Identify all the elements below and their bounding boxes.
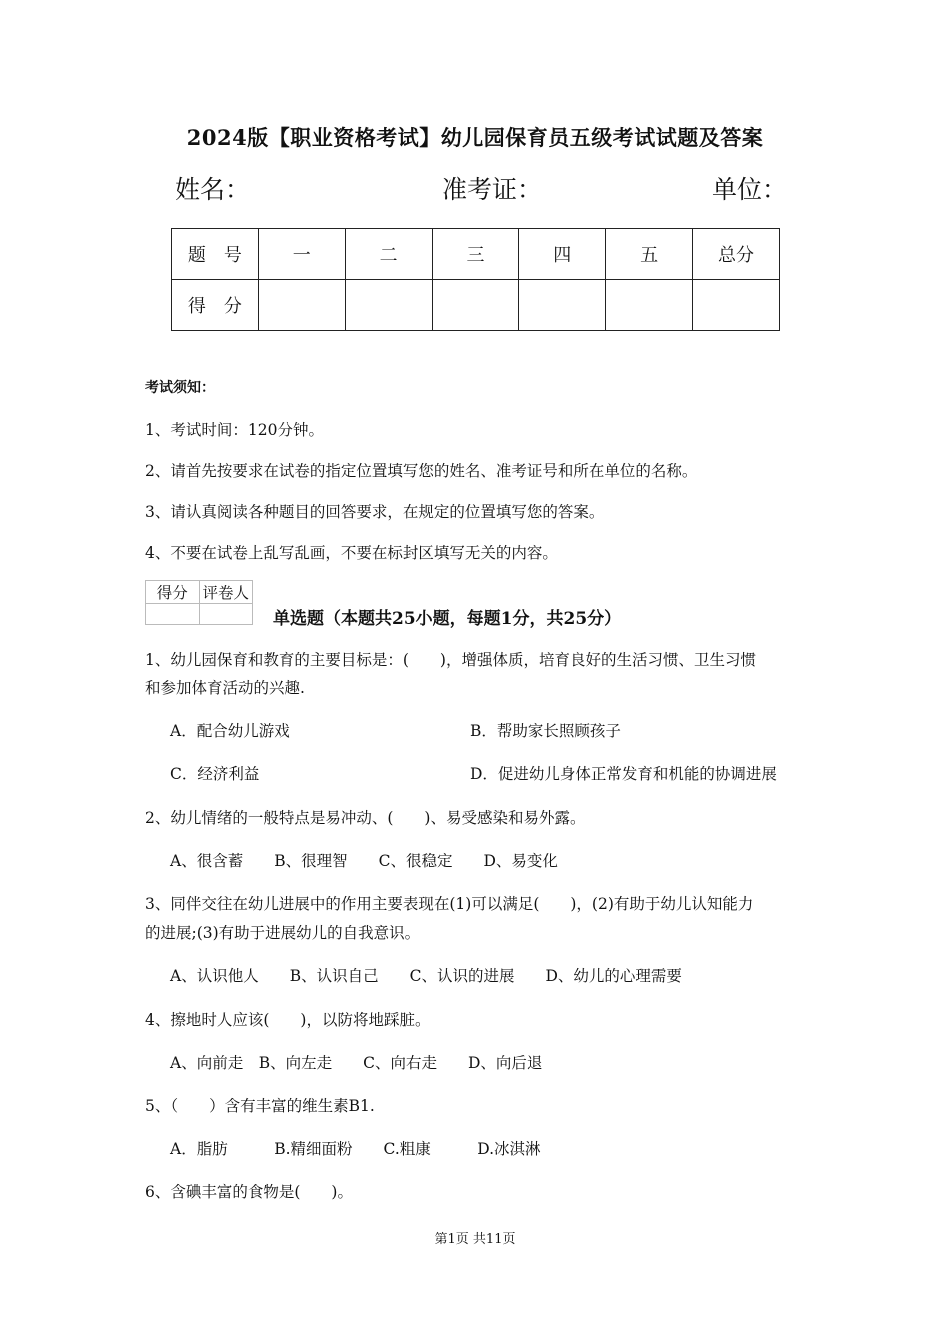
grader-score-cell[interactable] bbox=[146, 604, 200, 625]
question-5-options[interactable]: A．脂肪 B.精细面粉 C.粗康 D.冰淇淋 bbox=[170, 1140, 541, 1158]
question-5-text: 5、（ ）含有丰富的维生素B1. bbox=[145, 1097, 375, 1115]
score-table-cell: 题 号 bbox=[172, 229, 259, 280]
question-1-option-a[interactable]: A．配合幼儿游戏 bbox=[170, 722, 290, 740]
grader-score-label: 得分 bbox=[146, 581, 200, 604]
question-1-option-d[interactable]: D．促进幼儿身体正常发育和机能的协调进展 bbox=[470, 765, 777, 783]
score-input-cell[interactable] bbox=[606, 280, 693, 331]
score-input-cell[interactable] bbox=[693, 280, 780, 331]
question-4-text: 4、擦地时人应该( )，以防将地踩脏。 bbox=[145, 1011, 431, 1029]
grader-reviewer-cell[interactable] bbox=[199, 604, 253, 625]
grader-box bbox=[145, 580, 253, 625]
exam-id-field-label: 准考证： bbox=[442, 175, 543, 204]
document-title: 2024版【职业资格考试】幼儿园保育员五级考试试题及答案 bbox=[186, 125, 764, 150]
score-table-header-row bbox=[172, 229, 780, 280]
score-input-cell[interactable] bbox=[258, 280, 345, 331]
notice-item: 3、请认真阅读各种题目的回答要求，在规定的位置填写您的答案。 bbox=[145, 503, 605, 521]
score-input-cell[interactable] bbox=[519, 280, 606, 331]
score-table-cell: 总分 bbox=[693, 229, 780, 280]
score-input-cell[interactable] bbox=[345, 280, 432, 331]
notice-item: 2、请首先按要求在试卷的指定位置填写您的姓名、准考证号和所在单位的名称。 bbox=[145, 462, 698, 480]
score-table-cell: 一 bbox=[258, 229, 345, 280]
question-1-text-cont: 和参加体育活动的兴趣. bbox=[145, 679, 305, 697]
question-4-options[interactable]: A、向前走 B、向左走 C、向右走 D、向后退 bbox=[170, 1054, 543, 1072]
question-1-text: 1、幼儿园保育和教育的主要目标是：( )，增强体质，培育良好的生活习惯、卫生习惯 bbox=[145, 651, 756, 669]
score-table bbox=[171, 228, 780, 331]
notice-item: 1、考试时间：120分钟。 bbox=[145, 421, 324, 439]
question-3-text-cont: 的进展;(3)有助于进展幼儿的自我意识。 bbox=[145, 924, 421, 942]
score-table-score-row bbox=[172, 280, 780, 331]
score-table-cell: 三 bbox=[432, 229, 519, 280]
question-3-options[interactable]: A、认识他人 B、认识自己 C、认识的进展 D、幼儿的心理需要 bbox=[170, 967, 682, 985]
question-1-option-c[interactable]: C．经济利益 bbox=[170, 765, 260, 783]
score-row-label: 得 分 bbox=[172, 280, 259, 331]
score-table-cell: 五 bbox=[606, 229, 693, 280]
name-field-label: 姓名： bbox=[175, 175, 251, 204]
notice-title: 考试须知： bbox=[145, 380, 215, 396]
question-2-text: 2、幼儿情绪的一般特点是易冲动、( )、易受感染和易外露。 bbox=[145, 809, 586, 827]
notice-item: 4、不要在试卷上乱写乱画，不要在标封区填写无关的内容。 bbox=[145, 544, 558, 562]
question-6-text: 6、含碘丰富的食物是( )。 bbox=[145, 1183, 353, 1201]
score-table-cell: 四 bbox=[519, 229, 606, 280]
score-table-cell: 二 bbox=[345, 229, 432, 280]
score-input-cell[interactable] bbox=[432, 280, 519, 331]
page-footer: 第1页 共11页 bbox=[434, 1232, 516, 1247]
question-2-options[interactable]: A、很含蓄 B、很理智 C、很稳定 D、易变化 bbox=[170, 852, 558, 870]
unit-field-label: 单位： bbox=[712, 175, 788, 204]
grader-reviewer-label: 评卷人 bbox=[199, 581, 253, 604]
section-title: 单选题（本题共25小题，每题1分，共25分） bbox=[273, 609, 622, 629]
question-1-option-b[interactable]: B．帮助家长照顾孩子 bbox=[470, 722, 621, 740]
question-3-text: 3、同伴交往在幼儿进展中的作用主要表现在(1)可以满足( )，(2)有助于幼儿认知能力 bbox=[145, 895, 754, 913]
